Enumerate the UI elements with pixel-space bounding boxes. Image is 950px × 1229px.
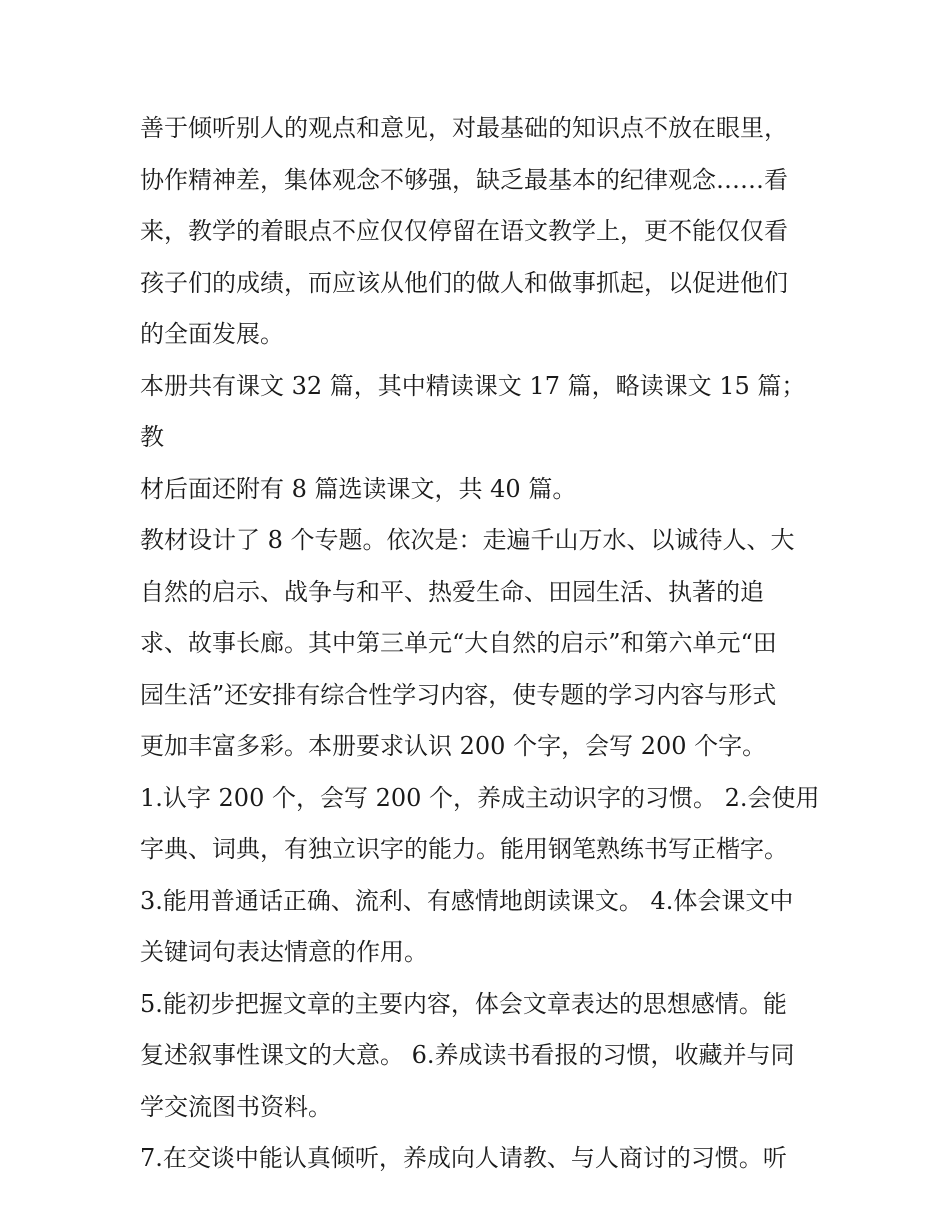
text-line: 求、故事长廊。其中第三单元“大自然的启示”和第六单元“田 [140,629,777,657]
text-line: 教材设计了 8 个专题。依次是：走遍千山万水、以诚待人、大 [140,526,795,554]
text-line: 复述叙事性课文的大意。 6.养成读书看报的习惯，收藏并与同 [140,1041,795,1069]
paragraph-teaching-reflection [140,103,820,361]
text-line: 材后面还附有 8 篇选读课文，共 40 篇。 [140,474,577,503]
text-line: 学交流图书资料。 [140,1092,332,1121]
paragraph-goals-5-6 [140,979,820,1134]
text-line: 字典、词典，有独立识字的能力。能用钢笔熟练书写正楷字。 [140,835,788,863]
text-line: 协作精神差，集体观念不够强，缺乏最基本的纪律观念……看 [140,165,788,194]
paragraph-goals-1-2 [140,773,820,876]
paragraph-goals-3-4 [140,876,820,979]
text-line: 1.认字 200 个，会写 200 个，养成主动识字的习惯。 2.会使用 [140,783,820,812]
paragraph-lesson-count [140,361,820,516]
paragraph-goal-7 [140,1133,820,1185]
text-line: 自然的启示、战争与和平、热爱生命、田园生活、执著的追 [140,577,764,606]
text-line: 孩子们的成绩，而应该从他们的做人和做事抓起，以促进他们 [140,268,788,297]
text-line: 5.能初步把握文章的主要内容，体会文章表达的思想感情。能 [140,989,787,1018]
text-line: 园生活”还安排有综合性学习内容，使专题的学习内容与形式 [140,680,777,709]
text-line: 7.在交谈中能认真倾听，养成向人请教、与人商讨的习惯。听 [140,1144,787,1172]
paragraph-topics [140,515,820,773]
text-line: 来，教学的着眼点不应仅仅停留在语文教学上，更不能仅仅看 [140,217,788,245]
text-line: 关键词句表达情意的作用。 [140,938,428,966]
text-line: 的全面发展。 [140,320,284,348]
document-page [140,103,820,1185]
text-line: 本册共有课文 32 篇，其中精读课文 17 篇，略读课文 15 篇；教 [140,371,806,451]
text-line: 3.能用普通话正确、流利、有感情地朗读课文。 4.体会课文中 [140,886,794,915]
text-line: 更加丰富多彩。本册要求认识 200 个字，会写 200 个字。 [140,732,767,760]
text-line: 善于倾听别人的观点和意见，对最基础的知识点不放在眼里， [140,114,788,142]
